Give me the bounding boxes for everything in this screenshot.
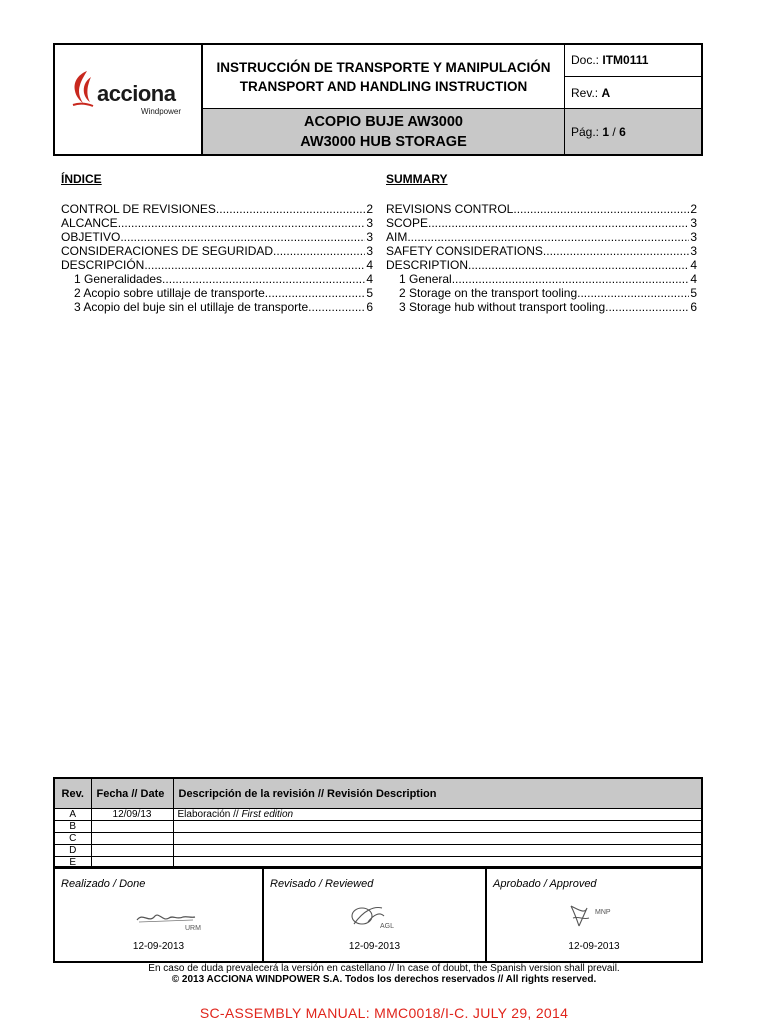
title-spanish: INSTRUCCIÓN DE TRANSPORTE Y MANIPULACIÓN: [216, 59, 551, 75]
toc-page: 2: [690, 202, 697, 216]
toc-label: 2 Acopio sobre utillaje de transporte.: [74, 286, 269, 300]
rev-label: Rev.:: [571, 86, 599, 100]
col-rev-header: Rev.: [55, 779, 91, 809]
toc-leader: [144, 258, 365, 272]
toc-label: CONSIDERACIONES DE SEGURIDAD: [61, 244, 274, 258]
toc-item[interactable]: [386, 258, 697, 272]
brand-name: acciona: [97, 81, 176, 106]
page-current: 1: [602, 125, 610, 139]
toc-label: SCOPE: [386, 216, 429, 230]
toc-label: AIM: [386, 230, 408, 244]
signature-reviewed: [264, 866, 487, 961]
toc-page: 3: [366, 230, 373, 244]
index-spanish: [61, 172, 373, 314]
toc-page: 6: [366, 300, 373, 314]
toc-subitem[interactable]: [61, 300, 373, 314]
toc-label: 3 Acopio del buje sin el utillaje de transporte.: [74, 300, 312, 314]
toc-leader: [268, 286, 365, 300]
toc-item[interactable]: [386, 202, 697, 216]
toc-label: 1 Generalidades.: [74, 272, 166, 286]
manual-stamp: SC-ASSEMBLY MANUAL: MMC0018/I-C. JULY 29, 2014: [199, 1005, 569, 1021]
toc-leader: [120, 230, 365, 244]
approved-date: 12-09-2013: [568, 941, 620, 952]
table-row: [55, 821, 701, 833]
toc-page: 4: [366, 258, 373, 272]
index-english: [386, 172, 697, 314]
toc-leader: [407, 230, 689, 244]
doc-label: Doc.:: [571, 53, 600, 67]
desc-es: Elaboración //: [177, 809, 242, 820]
toc-label: REVISIONS CONTROL: [386, 202, 514, 216]
toc-item[interactable]: [61, 258, 373, 272]
desc-cell: [173, 833, 701, 845]
date-cell: 12/09/13: [91, 809, 173, 821]
done-initials: URM: [185, 925, 201, 932]
toc-page: 5: [366, 286, 373, 300]
toc-leader: [468, 258, 689, 272]
toc-page: 4: [366, 272, 373, 286]
toc-leader: [452, 272, 690, 286]
toc-item[interactable]: [61, 244, 373, 258]
toc-label: 2 Storage on the transport tooling: [399, 286, 578, 300]
toc-leader: [165, 272, 365, 286]
brand-subtitle: Windpower: [141, 107, 182, 116]
desc-cell: [173, 809, 701, 821]
col-date-header: Fecha // Date: [91, 779, 173, 809]
approved-initials: MNP: [595, 909, 611, 916]
language-note: En caso de duda prevalecerá la versión en castellano // In case of doubt, the Spanish version shall prevail.: [148, 963, 620, 974]
toc-page: 3: [366, 244, 373, 258]
toc-item[interactable]: [386, 230, 697, 244]
toc-page: 3: [690, 230, 697, 244]
revision-table-header: [55, 779, 701, 809]
page-label: Pág.:: [571, 125, 600, 139]
logo-cell: [55, 45, 203, 154]
toc-subitem[interactable]: [386, 272, 697, 286]
toc-label: DESCRIPCIÓN: [61, 258, 145, 272]
page-separator: /: [612, 125, 616, 139]
toc-label: SAFETY CONSIDERATIONS: [386, 244, 543, 258]
toc-label: 1 General: [399, 272, 452, 286]
toc-item[interactable]: [386, 216, 697, 230]
document-header: [53, 43, 703, 156]
document-title: [203, 45, 565, 109]
rev-cell: A: [55, 809, 91, 821]
rev-value: A: [601, 86, 611, 100]
toc-subitem[interactable]: [61, 286, 373, 300]
subtitle-spanish: ACOPIO BUJE AW3000: [303, 113, 463, 130]
toc-subitem[interactable]: [61, 272, 373, 286]
reviewed-date: 12-09-2013: [348, 941, 401, 952]
rev-cell: B: [55, 821, 91, 833]
toc-label: ALCANCE: [61, 216, 118, 230]
date-cell: [91, 845, 173, 857]
toc-item[interactable]: [61, 230, 373, 244]
toc-leader: [543, 244, 689, 258]
toc-leader: [273, 244, 365, 258]
signature-done: [55, 866, 264, 961]
toc-page: 2: [366, 202, 373, 216]
index-heading: ÍNDICE: [61, 172, 102, 186]
page-total: 6: [619, 125, 626, 139]
toc-subitem[interactable]: [386, 300, 697, 314]
desc-cell: [173, 845, 701, 857]
document-subtitle: [203, 109, 565, 154]
toc-label: CONTROL DE REVISIONES: [61, 202, 216, 216]
toc-page: 4: [690, 258, 697, 272]
toc-label: DESCRIPTION: [386, 258, 469, 272]
toc-leader: [428, 216, 689, 230]
done-label: Realizado / Done: [61, 878, 146, 890]
rev-cell: E: [55, 857, 91, 869]
toc-leader: [608, 300, 689, 314]
toc-page: 3: [690, 216, 697, 230]
handwritten-signature-icon: [565, 900, 635, 934]
table-row: [55, 809, 701, 821]
title-english: TRANSPORT AND HANDLING INSTRUCTION: [239, 78, 528, 94]
toc-page: 5: [690, 286, 697, 300]
revision-number: [565, 77, 701, 109]
toc-leader: [118, 216, 366, 230]
doc-number: [565, 45, 701, 77]
desc-cell: [173, 821, 701, 833]
toc-item[interactable]: [61, 202, 373, 216]
table-row: [55, 845, 701, 857]
toc-page: 3: [366, 216, 373, 230]
page-number: [565, 109, 701, 154]
summary-heading: SUMMARY: [386, 172, 448, 186]
doc-value: ITM0111: [602, 53, 649, 67]
reviewed-label: Revisado / Reviewed: [270, 878, 374, 890]
revision-table: [55, 779, 701, 869]
table-row: [55, 833, 701, 845]
toc-label: OBJETIVO: [61, 230, 121, 244]
rev-cell: D: [55, 845, 91, 857]
revision-block: [53, 777, 703, 963]
desc-en: First edition: [241, 809, 294, 820]
acciona-logo: [69, 59, 189, 139]
toc-page: 3: [690, 244, 697, 258]
handwritten-signature-icon: [344, 900, 414, 934]
reviewed-initials: AGL: [380, 923, 395, 930]
toc-subitem[interactable]: [386, 286, 697, 300]
toc-item[interactable]: [61, 216, 373, 230]
date-cell: [91, 833, 173, 845]
toc-label: 3 Storage hub without transport tooling.: [399, 300, 609, 314]
toc-leader: [577, 286, 689, 300]
toc-leader: [216, 202, 365, 216]
toc-item[interactable]: [386, 244, 697, 258]
signature-approved: [487, 866, 701, 961]
handwritten-signature-icon: [133, 906, 213, 934]
toc-page: 4: [690, 272, 697, 286]
approved-label: Aprobado / Approved: [493, 878, 597, 890]
copyright-notice: © 2013 ACCIONA WINDPOWER S.A. Todos los derechos reservados // All rights reserved.: [171, 974, 597, 985]
rev-cell: C: [55, 833, 91, 845]
date-cell: [91, 821, 173, 833]
toc-leader: [312, 300, 366, 314]
acciona-leaf-icon: [69, 69, 97, 109]
toc-leader: [513, 202, 689, 216]
toc-page: 6: [690, 300, 697, 314]
col-desc-header: Descripción de la revisión // Revisión Description: [173, 779, 701, 809]
subtitle-english: AW3000 HUB STORAGE: [300, 133, 467, 150]
done-date: 12-09-2013: [132, 941, 185, 952]
